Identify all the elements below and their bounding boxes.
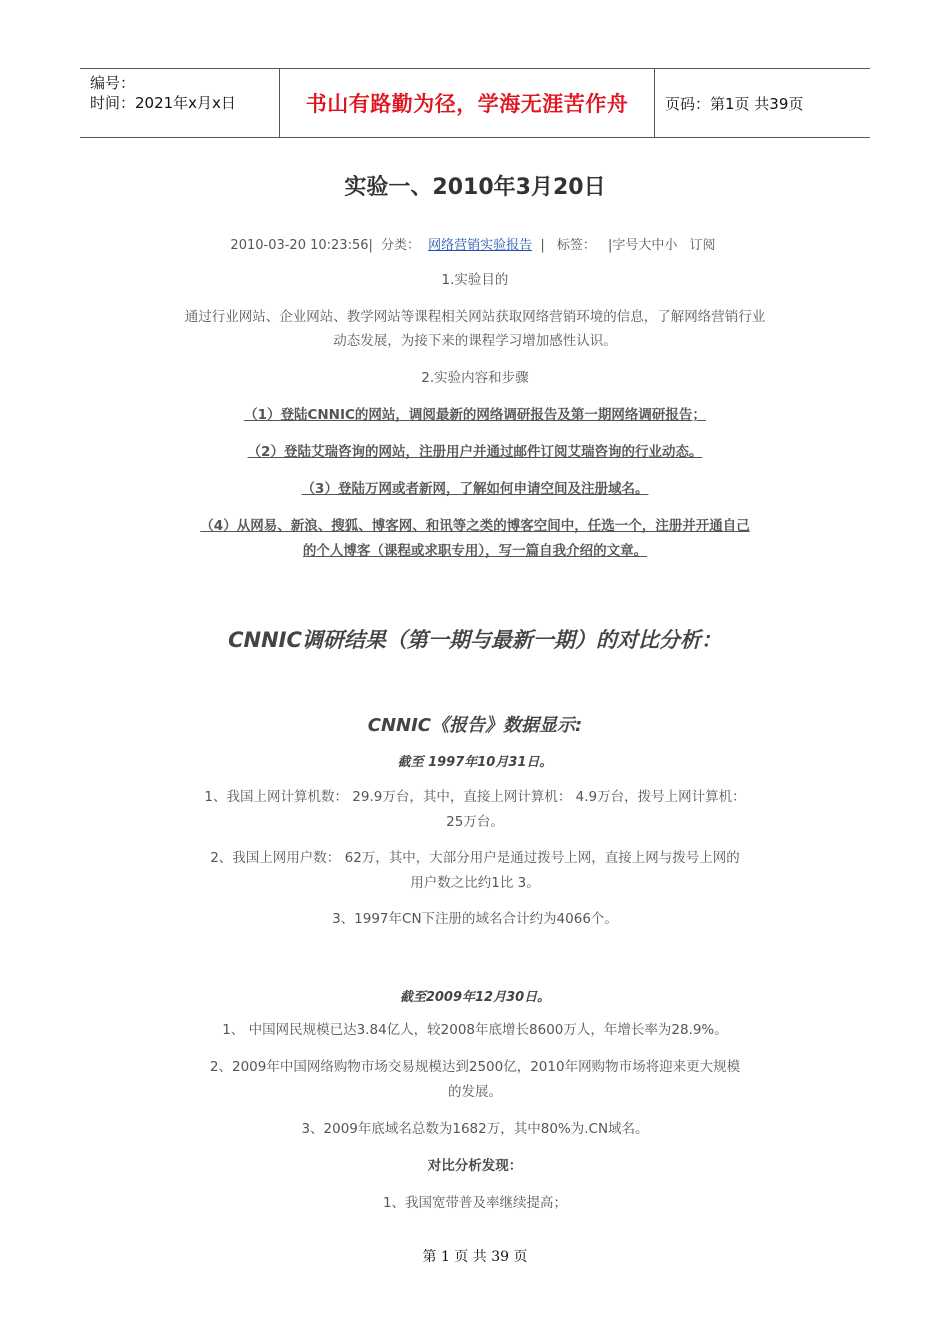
p2-item2-line1: 2、2009年中国网络购物市场交易规模达到2500亿，2010年网购物市场将迎来更大规模: [209, 1059, 741, 1075]
p1-item2-line2: 用户数之比约1比 3。: [410, 875, 540, 891]
p2-item1: 1、 中国网民规模已达3.84亿人，较2008年底增长8600万人，年增长率为28.9%。: [222, 1022, 728, 1038]
findings-heading: 对比分析发现：: [427, 1158, 523, 1174]
step4-line1: [80, 514, 870, 539]
header-table: [80, 68, 870, 138]
time-label: 时间：2021年x月x日: [90, 94, 236, 112]
p2-item2-line2: 的发展。: [448, 1084, 502, 1100]
p1-item3: 3、1997年CN下注册的域名合计约为4066个。: [332, 911, 618, 927]
category-link[interactable]: 网络营销实验报告: [428, 238, 533, 253]
step2-text: （2）登陆艾瑞咨询的网站，注册用户并通过邮件订阅艾瑞咨询的行业动态。: [247, 444, 703, 460]
post-meta: [80, 234, 870, 253]
finding1: 1、我国宽带普及率继续提高；: [382, 1195, 568, 1211]
header-motto-cell: [280, 69, 655, 137]
page-title: 实验一、2010年3月20日: [344, 175, 606, 200]
step4-line2-text: 的个人博客（课程或求职专用），写一篇自我介绍的文章。: [302, 543, 648, 559]
header-page-cell: [655, 69, 870, 137]
font-size-control[interactable]: |字号大中小: [608, 238, 678, 253]
tags-label: 标签：: [556, 238, 596, 253]
p2-item3: 3、2009年底域名总数为1682万，其中80%为.CN域名。: [301, 1121, 649, 1137]
p1-item1-line2: 25万台。: [446, 814, 504, 830]
section2-heading: 2.实验内容和步骤: [421, 370, 529, 386]
number-label: 编号：: [90, 74, 136, 92]
meta-separator: |: [540, 238, 545, 253]
category-label: 分类：: [381, 238, 421, 253]
step4-line2: [80, 539, 870, 564]
step4-line1-text: （4）从网易、新浪、搜狐、博客网、和讯等之类的博客空间中，任选一个，注册并开通自己: [200, 518, 750, 534]
header-left-cell: [80, 69, 280, 137]
post-datetime: 2010-03-20 10:23:56|: [230, 238, 373, 253]
step1-text: （1）登陆CNNIC的网站，调阅最新的网络调研报告及第一期网络调研报告；: [244, 407, 706, 423]
p1-item2-line1: 2、我国上网用户数： 62万，其中，大部分用户是通过拨号上网，直接上网与拨号上网的: [210, 850, 740, 866]
page-footer: 第 1 页 共 39 页: [422, 1249, 528, 1265]
period2-heading: 截至2009年12月30日。: [399, 990, 551, 1005]
period1-heading: 截至 1997年10月31日。: [397, 755, 553, 770]
subscribe-link[interactable]: 订阅: [689, 238, 716, 253]
analysis-subheading: CNNIC《报告》数据显示:: [367, 715, 583, 736]
section1-line2: 动态发展，为接下来的课程学习增加感性认识。: [333, 333, 617, 349]
step1: [80, 403, 870, 428]
step3-text: （3）登陆万网或者新网，了解如何申请空间及注册域名。: [301, 481, 649, 497]
analysis-heading: CNNIC调研结果（第一期与最新一期）的对比分析：: [228, 628, 722, 652]
motto-text: 书山有路勤为径，学海无涯苦作舟: [305, 92, 629, 116]
page-label: 页码：第1页 共39页: [665, 94, 804, 113]
p1-item1-line1: 1、我国上网计算机数： 29.9万台，其中，直接上网计算机： 4.9万台，拨号上网计算机：: [204, 789, 746, 805]
step3: [80, 477, 870, 502]
section1-line1: 通过行业网站、企业网站、教学网站等课程相关网站获取网络营销环境的信息，了解网络营销行业: [184, 309, 766, 325]
section1-heading: 1.实验目的: [441, 272, 509, 288]
step2: [80, 440, 870, 465]
